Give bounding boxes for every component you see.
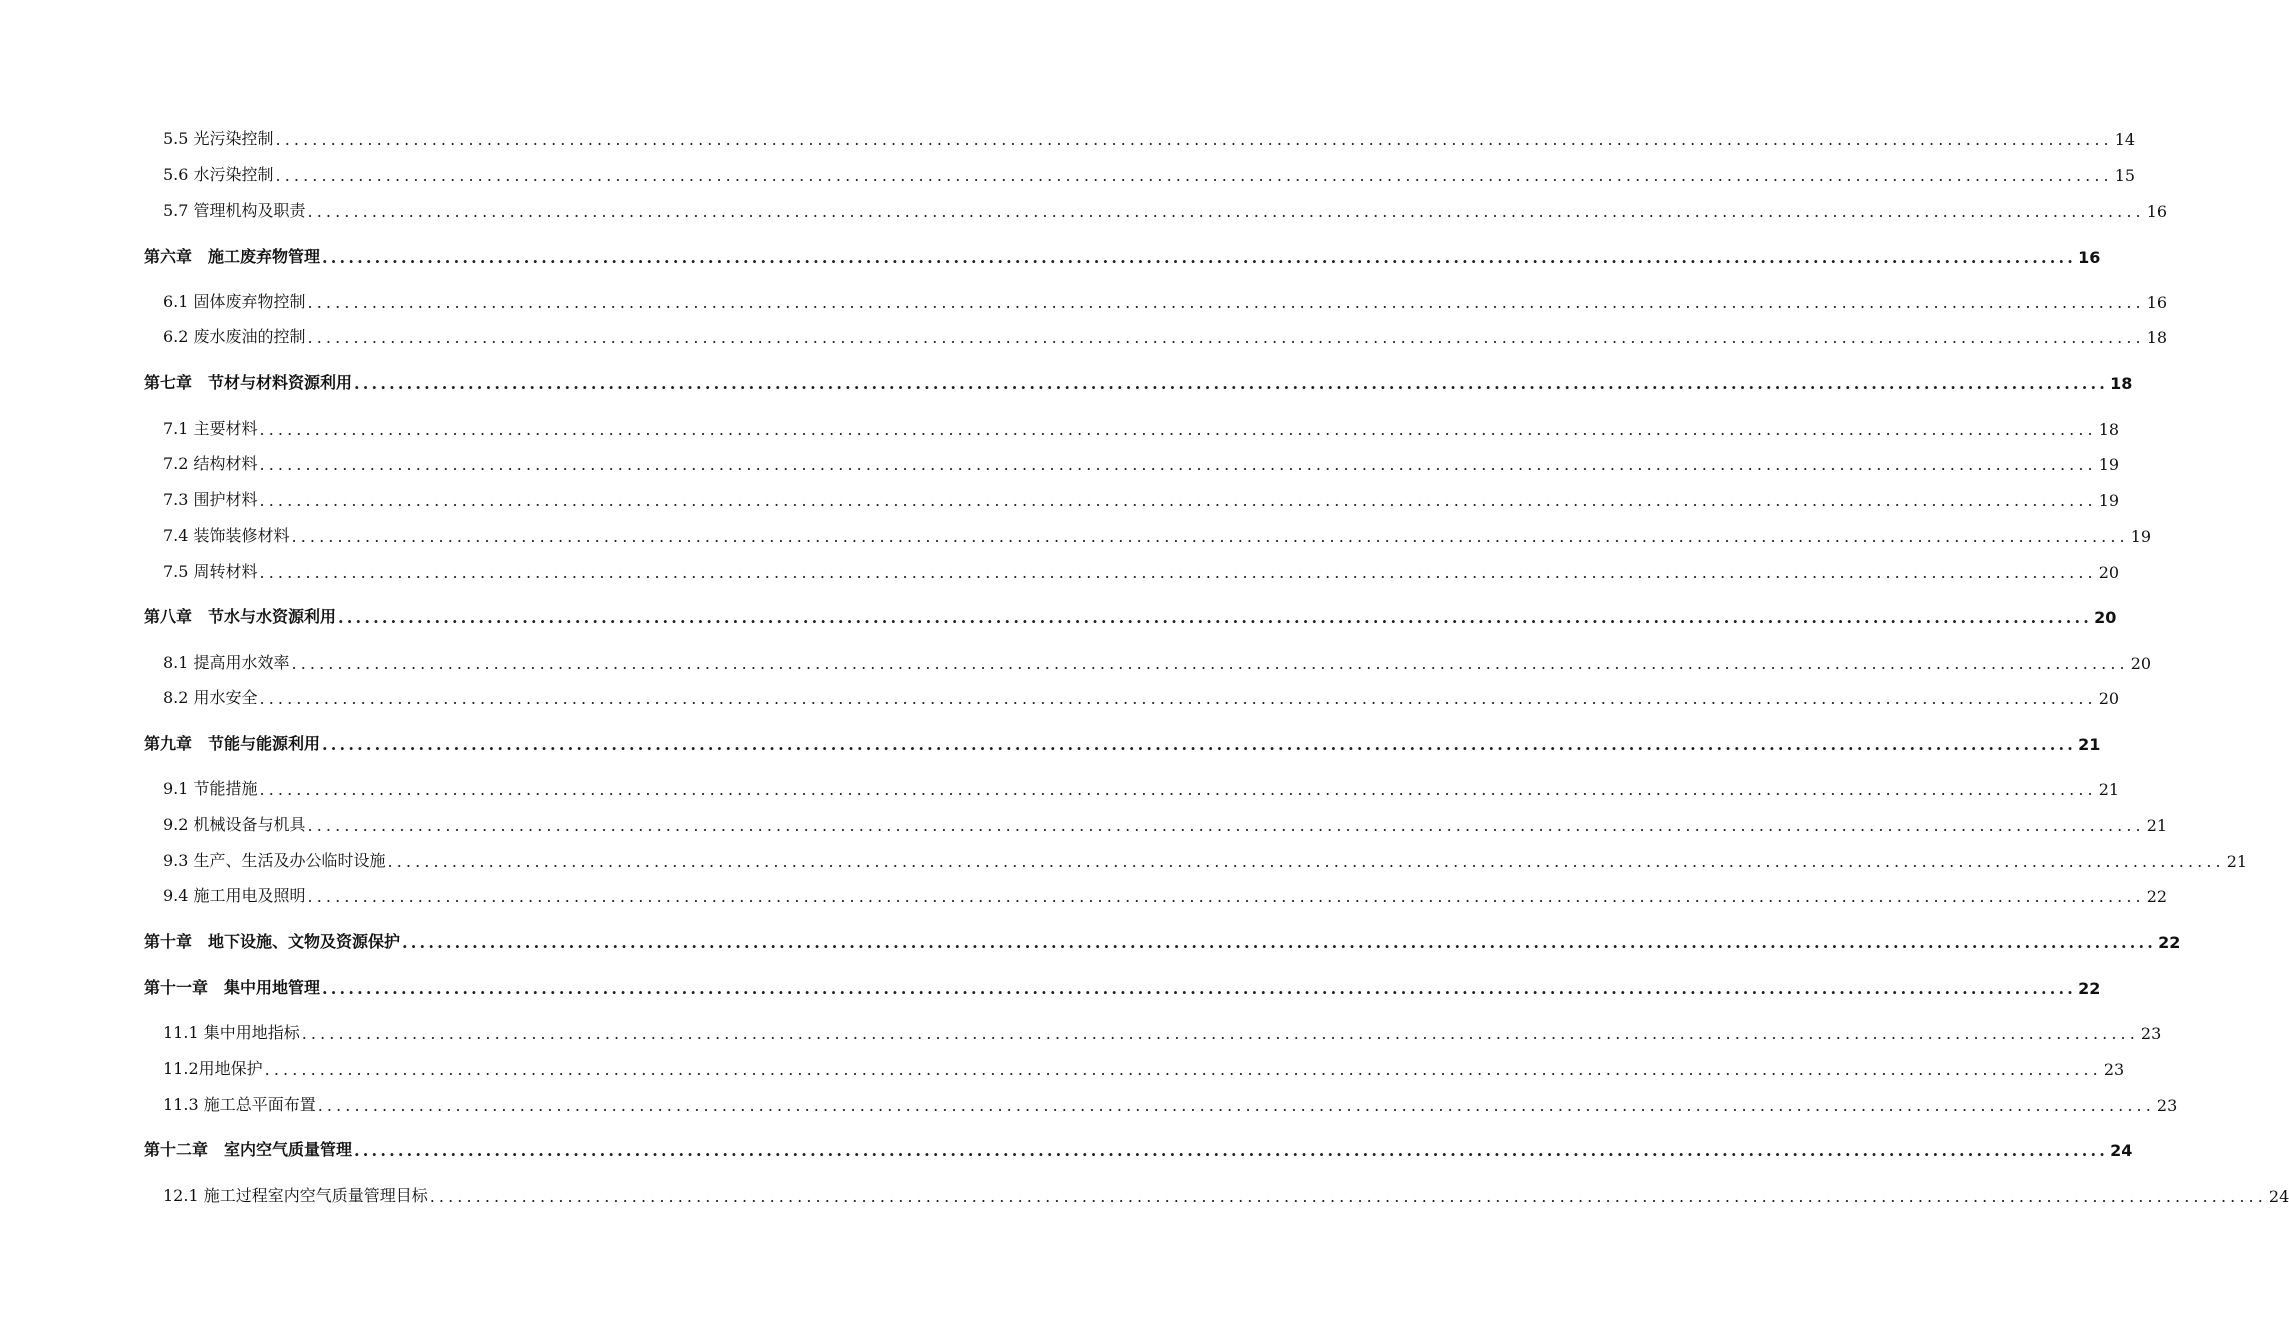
toc-page-number: 15	[2114, 166, 2136, 185]
toc-page-number: 22	[2078, 979, 2101, 998]
toc-page-number: 22	[2158, 933, 2181, 952]
toc-section-entry[interactable]	[0, 1182, 2289, 1206]
toc-dot-leader: ........................................................................................................................................................................................................	[259, 491, 2097, 510]
toc-entry-label: 11.1 集中用地指标	[163, 1023, 300, 1042]
toc-section-entry[interactable]	[0, 882, 2168, 906]
toc-dot-leader: ........................................................................................................................................................................................................	[322, 735, 2077, 754]
toc-page-number: 14	[2114, 130, 2136, 149]
toc-page-number: 23	[2103, 1060, 2125, 1079]
toc-page-number: 21	[2098, 780, 2120, 799]
toc-entry-label: 9.3 生产、生活及办公临时设施	[163, 851, 386, 870]
toc-page-number: 16	[2146, 293, 2168, 312]
toc-entry-label: 7.2 结构材料	[163, 454, 258, 473]
toc-section-entry[interactable]	[0, 125, 2136, 149]
toc-page-number: 20	[2130, 654, 2152, 673]
toc-dot-leader: ........................................................................................................................................................................................................	[275, 130, 2113, 149]
toc-dot-leader: ........................................................................................................................................................................................................	[291, 527, 2129, 546]
toc-entry-label: 9.4 施工用电及照明	[163, 886, 306, 905]
toc-page-number: 18	[2098, 420, 2120, 439]
toc-page-number: 23	[2156, 1096, 2178, 1115]
toc-dot-leader: ........................................................................................................................................................................................................	[322, 979, 2077, 998]
toc-chapter-entry[interactable]	[0, 369, 2133, 393]
toc-page-number: 24	[2110, 1141, 2133, 1160]
toc-entry-label: 7.5 周转材料	[163, 562, 258, 581]
toc-page-number: 21	[2226, 852, 2248, 871]
toc-dot-leader: ........................................................................................................................................................................................................	[387, 852, 2225, 871]
toc-dot-leader: ........................................................................................................................................................................................................	[307, 328, 2145, 347]
toc-section-entry[interactable]	[0, 811, 2168, 835]
toc-section-entry[interactable]	[0, 415, 2120, 439]
toc-page-number: 24	[2268, 1187, 2289, 1206]
toc-dot-leader: ........................................................................................................................................................................................................	[354, 374, 2109, 393]
toc-entry-label: 12.1 施工过程室内空气质量管理目标	[163, 1186, 428, 1205]
toc-page-number: 21	[2078, 735, 2101, 754]
toc-chapter-entry[interactable]	[0, 603, 2117, 627]
toc-entry-label: 6.2 废水废油的控制	[163, 327, 306, 346]
toc-section-entry[interactable]	[0, 522, 2152, 546]
toc-dot-leader: ........................................................................................................................................................................................................	[259, 455, 2097, 474]
toc-chapter-entry[interactable]	[0, 1136, 2133, 1160]
toc-page-number: 20	[2098, 563, 2120, 582]
toc-dot-leader: ........................................................................................................................................................................................................	[354, 1141, 2109, 1160]
toc-entry-label: 11.2用地保护	[163, 1059, 263, 1078]
toc-dot-leader: ........................................................................................................................................................................................................	[429, 1187, 2267, 1206]
toc-dot-leader: ........................................................................................................................................................................................................	[338, 608, 2093, 627]
toc-dot-leader: ........................................................................................................................................................................................................	[307, 816, 2145, 835]
toc-chapter-entry[interactable]	[0, 243, 2101, 267]
toc-section-entry[interactable]	[0, 847, 2248, 871]
toc-page-number: 19	[2098, 455, 2120, 474]
toc-entry-label: 第六章 施工废弃物管理	[144, 247, 321, 266]
toc-entry-label: 6.1 固体废弃物控制	[163, 292, 306, 311]
toc-entry-label: 第十二章 室内空气质量管理	[144, 1140, 353, 1159]
toc-page-number: 16	[2078, 248, 2101, 267]
toc-entry-label: 5.5 光污染控制	[163, 129, 274, 148]
toc-section-entry[interactable]	[0, 558, 2120, 582]
toc-page-number: 19	[2130, 527, 2152, 546]
toc-section-entry[interactable]	[0, 649, 2152, 673]
toc-page-number: 21	[2146, 816, 2168, 835]
toc-entry-label: 8.2 用水安全	[163, 688, 258, 707]
toc-dot-leader: ........................................................................................................................................................................................................	[259, 420, 2097, 439]
toc-dot-leader: ........................................................................................................................................................................................................	[402, 933, 2157, 952]
toc-section-entry[interactable]	[0, 1019, 2162, 1043]
toc-dot-leader: ........................................................................................................................................................................................................	[307, 293, 2145, 312]
toc-page-number: 22	[2146, 887, 2168, 906]
toc-chapter-entry[interactable]	[0, 928, 2181, 952]
toc-entry-label: 第九章 节能与能源利用	[144, 734, 321, 753]
toc-dot-leader: ........................................................................................................................................................................................................	[307, 202, 2145, 221]
toc-section-entry[interactable]	[0, 323, 2168, 347]
toc-entry-label: 8.1 提高用水效率	[163, 653, 290, 672]
toc-section-entry[interactable]	[0, 775, 2120, 799]
toc-entry-label: 第八章 节水与水资源利用	[144, 607, 337, 626]
toc-section-entry[interactable]	[0, 486, 2120, 510]
toc-dot-leader: ........................................................................................................................................................................................................	[259, 563, 2097, 582]
toc-section-entry[interactable]	[0, 1091, 2178, 1115]
toc-page-number: 16	[2146, 202, 2168, 221]
toc-dot-leader: ........................................................................................................................................................................................................	[291, 654, 2129, 673]
toc-section-entry[interactable]	[0, 197, 2168, 221]
toc-dot-leader: ........................................................................................................................................................................................................	[317, 1096, 2155, 1115]
toc-entry-label: 9.2 机械设备与机具	[163, 815, 306, 834]
toc-page-number: 20	[2098, 689, 2120, 708]
toc-entry-label: 7.3 围护材料	[163, 490, 258, 509]
toc-page-number: 18	[2146, 328, 2168, 347]
toc-entry-label: 第七章 节材与材料资源利用	[144, 373, 353, 392]
toc-dot-leader: ........................................................................................................................................................................................................	[259, 780, 2097, 799]
toc-entry-label: 5.6 水污染控制	[163, 165, 274, 184]
toc-entry-label: 7.1 主要材料	[163, 419, 258, 438]
toc-entry-label: 5.7 管理机构及职责	[163, 201, 306, 220]
toc-entry-label: 7.4 装饰装修材料	[163, 526, 290, 545]
toc-dot-leader: ........................................................................................................................................................................................................	[322, 248, 2077, 267]
toc-dot-leader: ........................................................................................................................................................................................................	[259, 689, 2097, 708]
toc-page-number: 18	[2110, 374, 2133, 393]
toc-page-number: 23	[2140, 1024, 2162, 1043]
toc-dot-leader: ........................................................................................................................................................................................................	[307, 887, 2145, 906]
toc-page-number: 19	[2098, 491, 2120, 510]
toc-section-entry[interactable]	[0, 1055, 2125, 1079]
toc-section-entry[interactable]	[0, 288, 2168, 312]
toc-entry-label: 第十一章 集中用地管理	[144, 978, 321, 997]
toc-dot-leader: ........................................................................................................................................................................................................	[301, 1024, 2139, 1043]
toc-section-entry[interactable]	[0, 450, 2120, 474]
toc-chapter-entry[interactable]	[0, 974, 2101, 998]
toc-dot-leader: ........................................................................................................................................................................................................	[264, 1060, 2102, 1079]
toc-entry-label: 9.1 节能措施	[163, 779, 258, 798]
toc-chapter-entry[interactable]	[0, 730, 2101, 754]
toc-entry-label: 第十章 地下设施、文物及资源保护	[144, 932, 401, 951]
toc-section-entry[interactable]	[0, 684, 2120, 708]
toc-page-number: 20	[2094, 608, 2117, 627]
toc-entry-label: 11.3 施工总平面布置	[163, 1095, 316, 1114]
toc-dot-leader: ........................................................................................................................................................................................................	[275, 166, 2113, 185]
toc-section-entry[interactable]	[0, 161, 2136, 185]
